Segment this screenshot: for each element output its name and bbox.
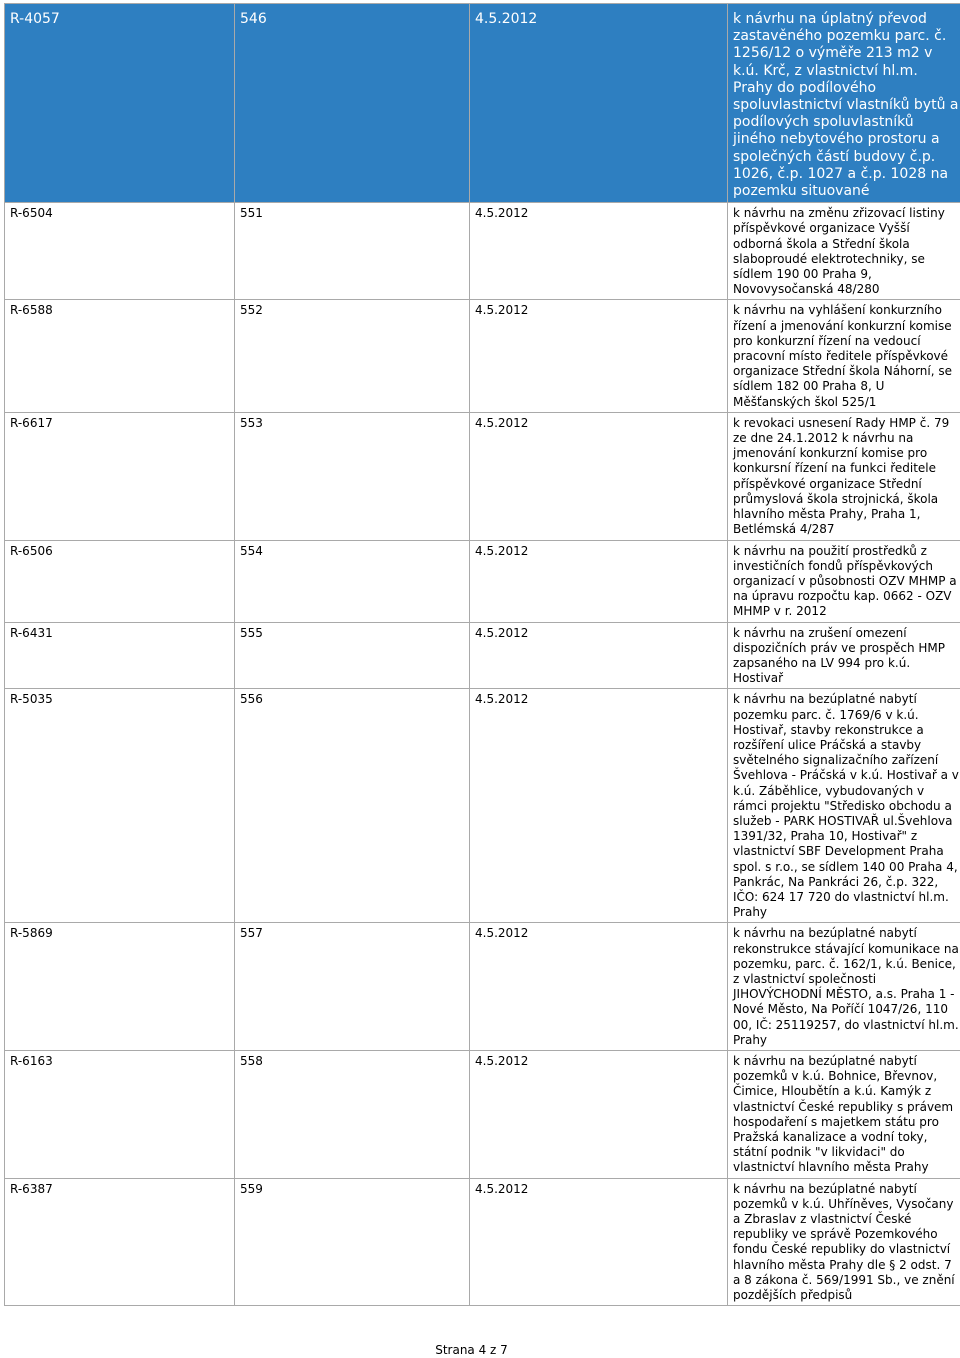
table-row[interactable] xyxy=(5,622,960,689)
resolution-id-cell: R-6617 xyxy=(5,412,235,540)
resolution-date-cell: 4.5.2012 xyxy=(470,300,728,412)
table-row[interactable] xyxy=(5,689,960,923)
resolution-number-cell: 551 xyxy=(235,203,470,300)
table-row[interactable] xyxy=(5,540,960,622)
resolution-id-cell: R-4057 xyxy=(5,4,235,203)
table-row-selected[interactable] xyxy=(5,4,960,203)
resolution-subject-cell: k návrhu na bezúplatné nabytí pozemku parc. č. 1769/6 v k.ú. Hostivař, stavby rekonstrukce a rozšíření ulice Práčská a stavby světelného signalizačního zařízení Švehlova - Práčská v k.ú. Hostivař a v k.ú. Záběhlice, vybudovaných v rámci projektu "Středisko obchodu a služeb - PARK HOSTIVAŘ ul.Švehlova 1391/32, Praha 10, Hostivař" z vlastnictví SBF Development Praha spol. s r.o., se sídlem 140 00 Praha 4, Pankrác, Na Pankráci 26, č.p. 322, IČO: 624 17 720 do vlastnictví hl.m. Prahy xyxy=(728,689,960,923)
table-row[interactable] xyxy=(5,1178,960,1306)
resolution-subject-cell: k návrhu na změnu zřizovací listiny příspěvkové organizace Vyšší odborná škola a Střední škola slaboproudé elektrotechniky, se sídlem 190 00 Praha 9, Novovysočanská 48/280 xyxy=(728,203,960,300)
table-row[interactable] xyxy=(5,300,960,412)
resolution-number-cell: 553 xyxy=(235,412,470,540)
resolution-number-cell: 557 xyxy=(235,923,470,1051)
resolution-subject-cell: k návrhu na bezúplatné nabytí rekonstrukce stávající komunikace na pozemku, parc. č. 162/1, k.ú. Benice, z vlastnictví společnosti JIHOVÝCHODNÍ MĚSTO, a.s. Praha 1 - Nové Město, Na Poříčí 1047/26, 110 00, IČ: 25119257, do vlastnictví hl.m. Prahy xyxy=(728,923,960,1051)
resolution-id-cell: R-6431 xyxy=(5,622,235,689)
resolution-number-cell: 559 xyxy=(235,1178,470,1306)
resolution-subject-cell: k návrhu na zrušení omezení dispozičních práv ve prospěch HMP zapsaného na LV 994 pro k.ú. Hostivař xyxy=(728,622,960,689)
resolution-id-cell: R-6387 xyxy=(5,1178,235,1306)
resolution-number-cell: 558 xyxy=(235,1051,470,1179)
resolution-date-cell: 4.5.2012 xyxy=(470,1178,728,1306)
resolutions-table xyxy=(4,3,960,1306)
resolution-subject-cell: k návrhu na vyhlášení konkurzního řízení a jmenování konkurzní komise pro konkurzní řízení na vedoucí pracovní místo ředitele příspěvkové organizace Střední škola Náhorní, se sídlem 182 00 Praha 8, U Měšťanských škol 525/1 xyxy=(728,300,960,412)
resolution-date-cell: 4.5.2012 xyxy=(470,4,728,203)
table-row[interactable] xyxy=(5,412,960,540)
resolution-date-cell: 4.5.2012 xyxy=(470,203,728,300)
table-row[interactable] xyxy=(5,923,960,1051)
table-row[interactable] xyxy=(5,1051,960,1179)
resolution-number-cell: 552 xyxy=(235,300,470,412)
resolution-date-cell: 4.5.2012 xyxy=(470,412,728,540)
resolution-number-cell: 546 xyxy=(235,4,470,203)
resolution-subject-cell: k návrhu na použití prostředků z investičních fondů příspěvkových organizací v působnosti OZV MHMP a na úpravu rozpočtu kap. 0662 - OZV MHMP v r. 2012 xyxy=(728,540,960,622)
resolution-date-cell: 4.5.2012 xyxy=(470,923,728,1051)
resolution-number-cell: 554 xyxy=(235,540,470,622)
resolution-date-cell: 4.5.2012 xyxy=(470,689,728,923)
resolutions-table-body xyxy=(5,4,960,1306)
resolution-number-cell: 556 xyxy=(235,689,470,923)
table-row[interactable] xyxy=(5,203,960,300)
resolution-subject-cell: k návrhu na úplatný převod zastavěného pozemku parc. č. 1256/12 o výměře 213 m2 v k.ú. Krč, z vlastnictví hl.m. Prahy do podílového spoluvlastnictví vlastníků bytů a podílových spoluvlastníků jiného nebytového prostoru a společných částí budovy č.p. 1026, č.p. 1027 a č.p. 1028 na pozemku situované xyxy=(728,4,960,203)
resolution-subject-cell: k návrhu na bezúplatné nabytí pozemků v k.ú. Uhříněves, Vysočany a Zbraslav z vlastnictví České republiky ve správě Pozemkového fondu České republiky do vlastnictví hlavního města Prahy dle § 2 odst. 7 a 8 zákona č. 569/1991 Sb., ve znění pozdějších předpisů xyxy=(728,1178,960,1306)
resolution-id-cell: R-6506 xyxy=(5,540,235,622)
resolution-date-cell: 4.5.2012 xyxy=(470,622,728,689)
resolution-id-cell: R-6588 xyxy=(5,300,235,412)
resolution-date-cell: 4.5.2012 xyxy=(470,540,728,622)
resolution-id-cell: R-6163 xyxy=(5,1051,235,1179)
page-number: Strana 4 z 7 xyxy=(435,1343,508,1357)
resolution-date-cell: 4.5.2012 xyxy=(470,1051,728,1179)
resolution-id-cell: R-5869 xyxy=(5,923,235,1051)
resolution-id-cell: R-6504 xyxy=(5,203,235,300)
resolution-subject-cell: k revokaci usnesení Rady HMP č. 79 ze dne 24.1.2012 k návrhu na jmenování konkurzní komise pro konkursní řízení na funkci ředitele příspěvkové organizace Střední průmyslová škola strojnická, škola hlavního města Prahy, Praha 1, Betlémská 4/287 xyxy=(728,412,960,540)
resolution-number-cell: 555 xyxy=(235,622,470,689)
resolution-subject-cell: k návrhu na bezúplatné nabytí pozemků v k.ú. Bohnice, Břevnov, Čimice, Hloubětín a k.ú. Kamýk z vlastnictví České republiky s právem hospodaření s majetkem státu pro Pražská kanalizace a vodní toky, státní podnik "v likvidaci" do vlastnictví hlavního města Prahy xyxy=(728,1051,960,1179)
resolution-id-cell: R-5035 xyxy=(5,689,235,923)
